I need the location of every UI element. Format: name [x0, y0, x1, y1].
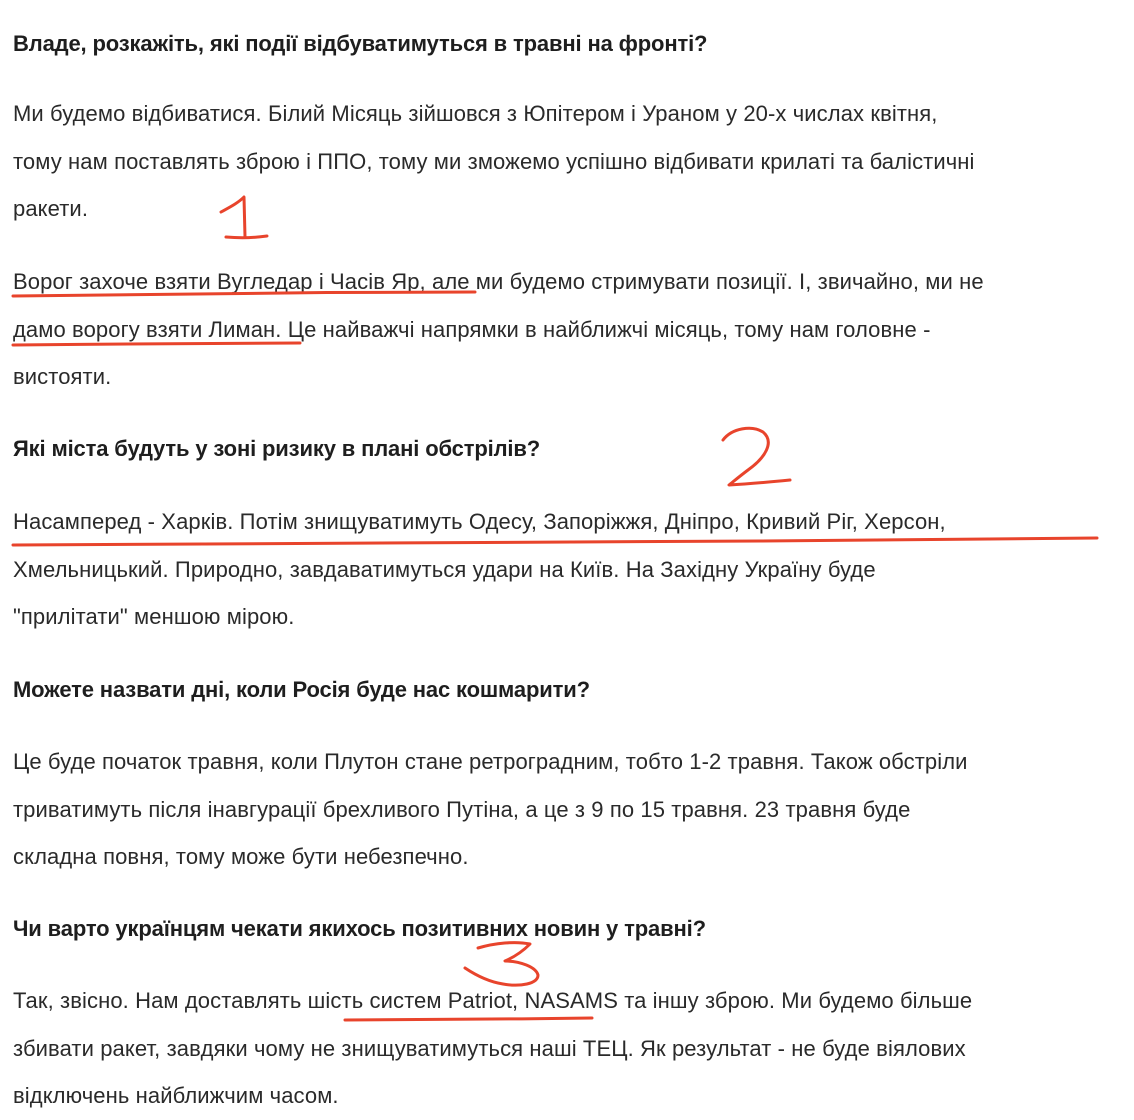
- text-line: відключень найближчим часом.: [13, 1083, 339, 1108]
- text-line: збивати ракет, завдяки чому не знищуватимуться наші ТЕЦ. Як результат - не буде віялових: [13, 1035, 966, 1061]
- question-attack-days: Можете назвати дні, коли Росія буде нас кошмарити?: [13, 677, 590, 702]
- text-line: триватимуть після інавгурації брехливого Путіна, а це з 9 по 15 травня. 23 травня буде: [13, 796, 911, 822]
- text-line: дамо ворогу взяти Лиман. Це найважчі напрямки в найближчі місяць, тому нам головне -: [13, 316, 931, 342]
- answer-paragraph-3: [13, 498, 946, 641]
- text-line: вистояти.: [13, 364, 112, 389]
- answer-paragraph-5: [13, 977, 972, 1120]
- answer-paragraph-1: [13, 90, 975, 233]
- text-line: Насамперед - Харків. Потім знищуватимуть Одесу, Запоріжжя, Дніпро, Кривий Ріг, Херсон,: [13, 509, 946, 534]
- text-line: Так, звісно. Нам доставлять шість систем Patriot, NASAMS та іншу зброю. Ми будемо більше: [13, 988, 973, 1013]
- text-line: ракети.: [13, 196, 89, 221]
- text-line: Ворог захоче взяти Вугледар і Часів Яр, але ми будемо стримувати позиції. І, звичайно, ми не: [13, 269, 984, 294]
- text-line: "прилітати" меншою мірою.: [13, 604, 295, 629]
- answer-paragraph-2: [13, 258, 984, 401]
- question-front-may: Владе, розкажіть, які події відбуватимуться в травні на фронті?: [13, 31, 708, 56]
- text-line: Хмельницький. Природно, завдаватимуться удари на Київ. На Західну Україну буде: [13, 556, 876, 582]
- text-line: складна повня, тому може бути небезпечно.: [13, 844, 469, 869]
- text-line: Це буде початок травня, коли Плутон стане ретроградним, тобто 1-2 травня. Також обстріли: [13, 749, 968, 774]
- text-line: Ми будемо відбиватися. Білий Місяць зійшовся з Юпітером і Ураном у 20-х числах квітня,: [13, 101, 938, 126]
- text-line: тому нам поставлять зброю і ППО, тому ми зможемо успішно відбивати крилаті та балістичні: [13, 148, 975, 174]
- answer-paragraph-4: [13, 738, 968, 881]
- question-positive-news: Чи варто українцям чекати якихось позитивних новин у травні?: [13, 916, 706, 941]
- question-risk-cities: Які міста будуть у зоні ризику в плані обстрілів?: [13, 436, 541, 461]
